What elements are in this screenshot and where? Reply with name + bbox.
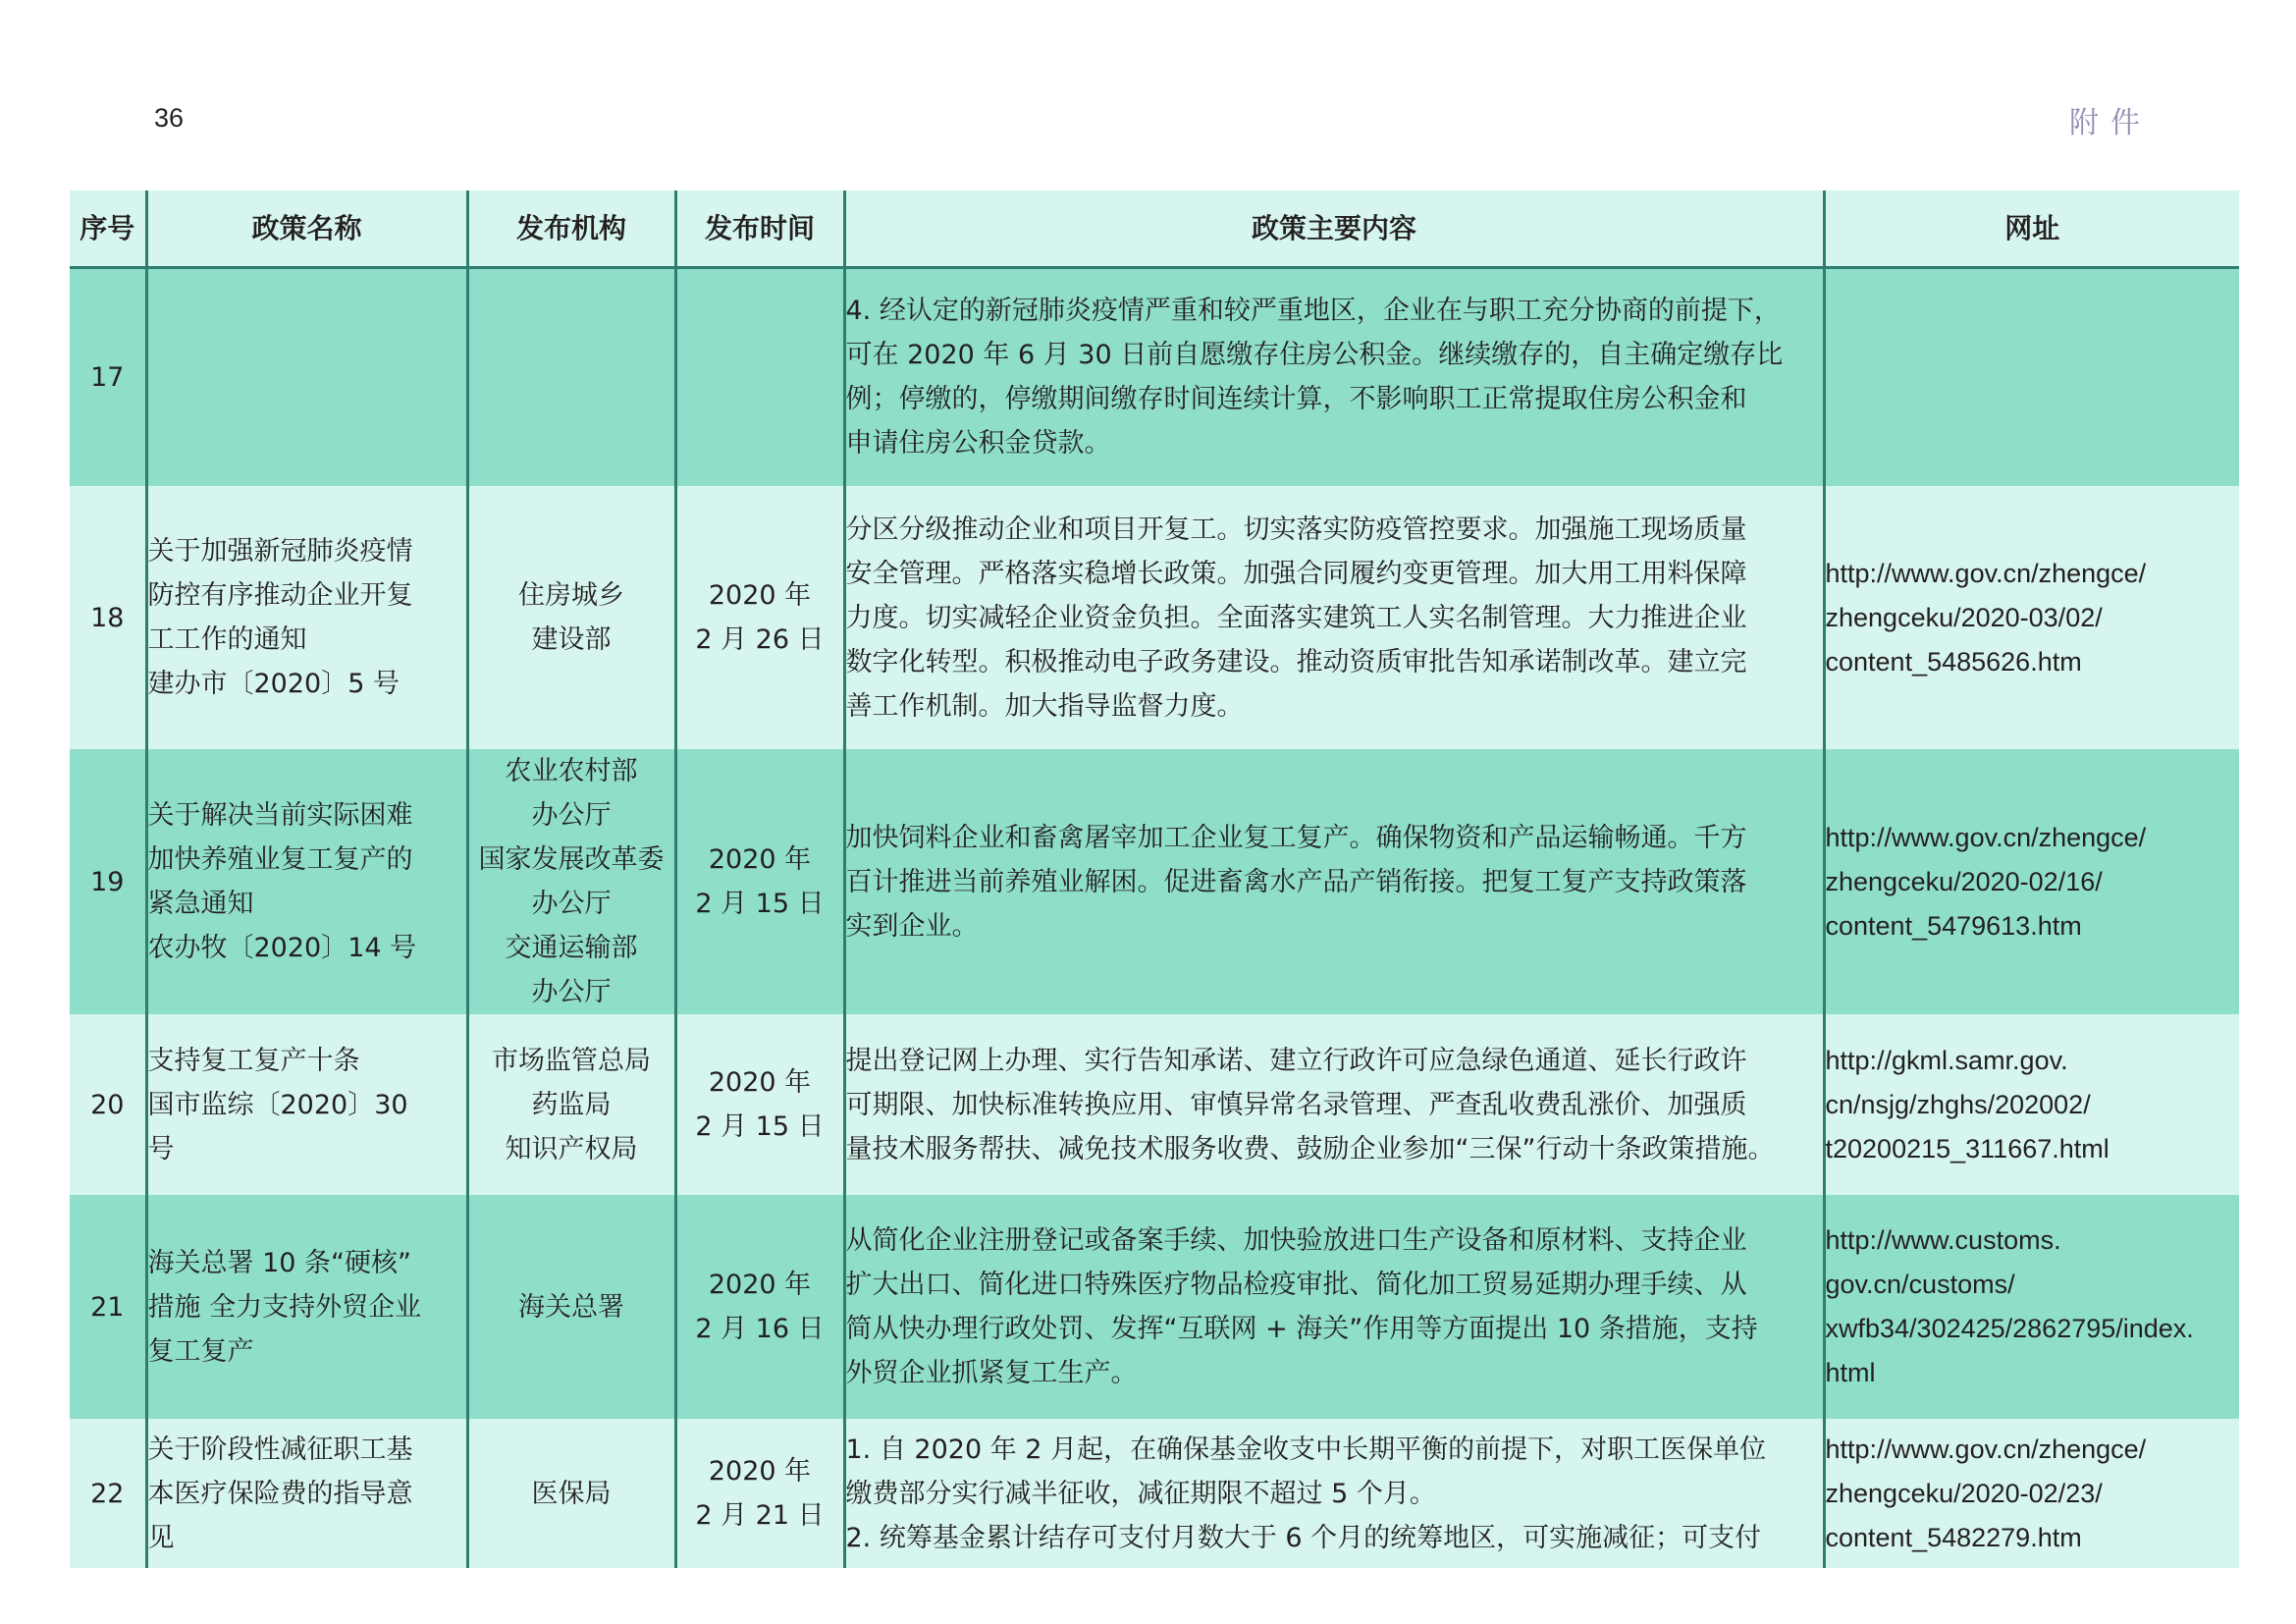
column-header-main-content: 政策主要内容 (844, 190, 1824, 267)
policy-name-line: 见 (147, 1522, 175, 1553)
issuer-line: 办公厅 (531, 800, 612, 831)
url-line[interactable]: http://www.gov.cn/zhengce/ (1825, 1434, 2147, 1464)
table-row (70, 749, 2239, 1014)
issuer-cell (467, 1014, 675, 1195)
issue-date-cell (675, 267, 844, 486)
issuer-line: 办公厅 (531, 977, 612, 1007)
content-line: 安全管理。严格落实稳增长政策。加强合同履约变更管理。加大用工用料保障 (845, 558, 1747, 589)
content-line: 缴费部分实行减半征收，减征期限不超过 5 个月。 (845, 1478, 1436, 1509)
policy-name-line: 加快养殖业复工复产的 (147, 844, 413, 875)
url-line[interactable]: zhengceku/2020-03/02/ (1825, 602, 2103, 632)
column-header-number: 序号 (70, 190, 146, 267)
content-line: 提出登记网上办理、实行告知承诺、建立行政许可应急绿色通道、延长行政许 (845, 1045, 1747, 1076)
issuer-line: 住房城乡 (518, 580, 624, 611)
content-line: 可在 2020 年 6 月 30 日前自愿缴存住房公积金。继续缴存的，自主确定缴存比 (845, 340, 1784, 371)
url-link[interactable] (1824, 1419, 2239, 1568)
issue-month-day: 2 月 15 日 (695, 1111, 825, 1142)
column-header-issue-date: 发布时间 (675, 190, 844, 267)
row-number: 18 (70, 486, 146, 749)
row-number: 19 (70, 749, 146, 1014)
issue-date-cell (675, 749, 844, 1014)
url-line[interactable]: cn/nsjg/zhghs/202002/ (1825, 1089, 2091, 1119)
table-header-row (70, 190, 2239, 267)
column-header-url: 网址 (1824, 190, 2239, 267)
content-line: 简从快办理行政处罚、发挥“互联网 + 海关”作用等方面提出 10 条措施，支持 (845, 1314, 1758, 1344)
content-line: 1. 自 2020 年 2 月起，在确保基金收支中长期平衡的前提下，对职工医保单位 (845, 1434, 1767, 1465)
policy-name-cell (146, 1195, 467, 1419)
issuer-cell (467, 486, 675, 749)
content-line: 实到企业。 (845, 910, 979, 942)
policy-name-line: 支持复工复产十条 (147, 1045, 360, 1076)
content-line: 扩大出口、简化进口特殊医疗物品检疫审批、简化加工贸易延期办理手续、从 (845, 1270, 1747, 1300)
column-header-policy-name: 政策名称 (146, 190, 467, 267)
content-cell (844, 486, 1824, 749)
issue-date-cell (675, 1419, 844, 1568)
content-line: 申请住房公积金贷款。 (845, 428, 1111, 460)
policy-name-cell (146, 749, 467, 1014)
issuer-cell (467, 1195, 675, 1419)
content-cell (844, 749, 1824, 1014)
issuer-line: 知识产权局 (505, 1133, 638, 1164)
policy-name-line: 复工复产 (147, 1335, 254, 1367)
content-line: 分区分级推动企业和项目开复工。切实落实防疫管控要求。加强施工现场质量 (845, 514, 1747, 545)
url-link[interactable] (1824, 1014, 2239, 1195)
document-number: 农办牧〔2020〕14 号 (147, 933, 417, 963)
row-number: 21 (70, 1195, 146, 1419)
table-row (70, 1195, 2239, 1419)
url-line[interactable]: gov.cn/customs/ (1825, 1270, 2015, 1299)
policy-name-cell (146, 1419, 467, 1568)
table-row (70, 1419, 2239, 1568)
issuer-cell (467, 267, 675, 486)
content-line: 例；停缴的，停缴期间缴存时间连续计算，不影响职工正常提取住房公积金和 (845, 384, 1747, 415)
issuer-line: 海关总署 (518, 1291, 624, 1323)
content-cell (844, 1195, 1824, 1419)
issuer-line: 建设部 (531, 624, 612, 655)
content-line: 从简化企业注册登记或备案手续、加快验放进口生产设备和原材料、支持企业 (845, 1225, 1747, 1256)
policy-name-line: 本医疗保险费的指导意 (147, 1478, 413, 1509)
content-line: 加快饲料企业和畜禽屠宰加工企业复工复产。确保物资和产品运输畅通。千方 (845, 822, 1747, 853)
url-line[interactable]: content_5482279.htm (1825, 1522, 2082, 1552)
row-number: 20 (70, 1014, 146, 1195)
issue-year: 2020 年 (708, 1456, 812, 1487)
url-line[interactable]: content_5485626.htm (1825, 646, 2082, 677)
policy-name-line: 紧急通知 (147, 889, 254, 919)
url-link[interactable] (1824, 486, 2239, 749)
url-line[interactable]: http://www.customs. (1825, 1225, 2061, 1255)
policy-name-cell (146, 486, 467, 749)
content-line: 2. 统筹基金累计结存可支付月数大于 6 个月的统筹地区，可实施减征；可支付 (845, 1522, 1762, 1553)
url-line[interactable]: t20200215_311667.html (1825, 1133, 2109, 1164)
url-cell (1824, 267, 2239, 486)
url-line[interactable]: content_5479613.htm (1825, 910, 2082, 941)
issue-date-cell (675, 486, 844, 749)
url-line[interactable]: xwfb34/302425/2862795/index. (1825, 1314, 2194, 1343)
row-number: 17 (70, 267, 146, 486)
issuer-line: 药监局 (531, 1089, 612, 1120)
issue-date-cell (675, 1014, 844, 1195)
url-line[interactable]: zhengceku/2020-02/23/ (1825, 1478, 2103, 1508)
issue-month-day: 2 月 15 日 (695, 889, 825, 919)
policy-table (70, 190, 2239, 1568)
content-line: 数字化转型。积极推动电子政务建设。推动资质审批告知承诺制改革。建立完 (845, 646, 1747, 677)
url-line[interactable]: http://gkml.samr.gov. (1825, 1045, 2068, 1075)
table-row (70, 1014, 2239, 1195)
policy-name-line: 关于阶段性减征职工基 (147, 1434, 413, 1465)
url-line[interactable]: zhengceku/2020-02/16/ (1825, 866, 2103, 896)
issue-year: 2020 年 (708, 1270, 812, 1300)
column-header-issuer: 发布机构 (467, 190, 675, 267)
issuer-line: 国家发展改革委 (478, 844, 665, 875)
content-line: 力度。切实减轻企业资金负担。全面落实建筑工人实名制管理。大力推进企业 (845, 602, 1747, 633)
policy-name-line: 防控有序推动企业开复 (147, 580, 413, 611)
issuer-line: 市场监管总局 (492, 1045, 651, 1076)
section-label: 附件 (2069, 106, 2152, 140)
issue-month-day: 2 月 16 日 (695, 1314, 825, 1344)
document-number: 建办市〔2020〕5 号 (147, 669, 400, 699)
row-number: 22 (70, 1419, 146, 1568)
issuer-cell (467, 749, 675, 1014)
issuer-cell (467, 1419, 675, 1568)
content-line: 百计推进当前养殖业解困。促进畜禽水产品产销衔接。把复工复产支持政策落 (845, 866, 1747, 897)
issue-month-day: 2 月 21 日 (695, 1500, 825, 1531)
issuer-line: 交通运输部 (505, 933, 638, 963)
issue-year: 2020 年 (708, 844, 812, 875)
issue-month-day: 2 月 26 日 (695, 624, 825, 655)
table-row (70, 267, 2239, 486)
content-cell (844, 1419, 1824, 1568)
issuer-line: 医保局 (531, 1478, 612, 1509)
policy-name-line: 关于加强新冠肺炎疫情 (147, 536, 413, 567)
content-line: 4. 经认定的新冠肺炎疫情严重和较严重地区，企业在与职工充分协商的前提下， (845, 296, 1781, 327)
issue-year: 2020 年 (708, 1067, 812, 1098)
url-link[interactable] (1824, 1195, 2239, 1419)
policy-name-line: 措施 全力支持外贸企业 (147, 1291, 422, 1323)
policy-name-line: 工工作的通知 (147, 624, 307, 655)
content-cell (844, 1014, 1824, 1195)
url-link[interactable] (1824, 749, 2239, 1014)
url-line[interactable]: http://www.gov.cn/zhengce/ (1825, 558, 2147, 588)
policy-name-cell (146, 267, 467, 486)
issuer-line: 农业农村部 (505, 756, 638, 786)
content-line: 外贸企业抓紧复工生产。 (845, 1358, 1138, 1388)
url-line[interactable]: html (1825, 1358, 1876, 1387)
url-line[interactable]: http://www.gov.cn/zhengce/ (1825, 822, 2147, 852)
table-row (70, 486, 2239, 749)
content-line: 量技术服务帮扶、减免技术服务收费、鼓励企业参加“三保”行动十条政策措施。 (845, 1133, 1775, 1164)
content-line: 善工作机制。加大指导监督力度。 (845, 690, 1244, 722)
content-cell (844, 267, 1824, 486)
policy-name-cell (146, 1014, 467, 1195)
page-number: 36 (154, 103, 185, 133)
document-number: 号 (147, 1133, 175, 1164)
document-number: 国市监综〔2020〕30 (147, 1089, 408, 1120)
issuer-line: 办公厅 (531, 889, 612, 919)
policy-name-line: 关于解决当前实际困难 (147, 800, 413, 831)
issue-date-cell (675, 1195, 844, 1419)
content-line: 可期限、加快标准转换应用、审慎异常名录管理、严查乱收费乱涨价、加强质 (845, 1089, 1747, 1120)
issue-year: 2020 年 (708, 580, 812, 611)
policy-name-line: 海关总署 10 条“硬核” (147, 1247, 411, 1278)
